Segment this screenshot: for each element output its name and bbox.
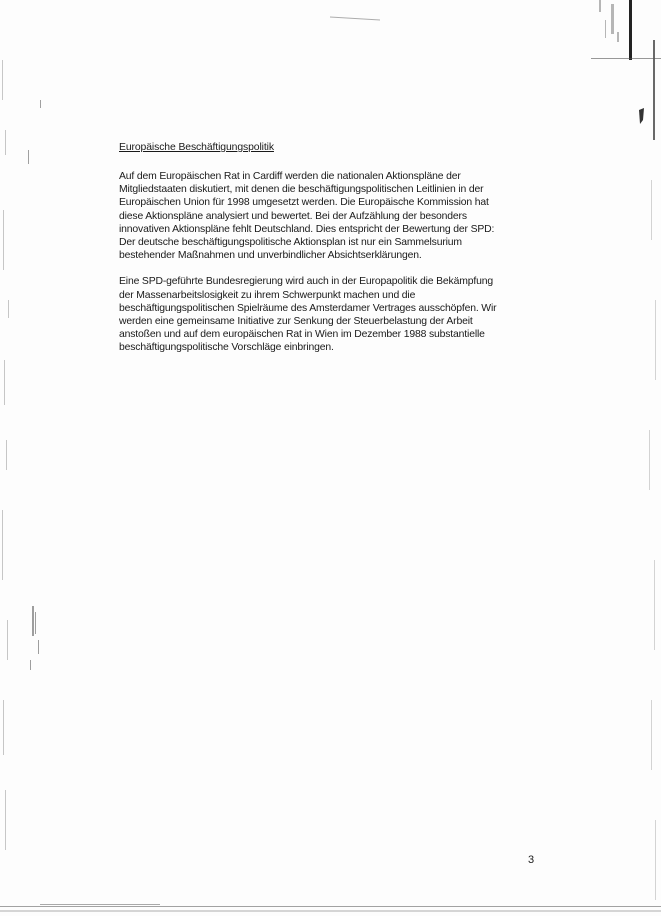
page-number: 3: [528, 854, 535, 866]
document-body: [119, 141, 549, 368]
scan-right-edge-artifact: [591, 0, 661, 916]
text-line: werden eine gemeinsame Initiative zur Senkung der Steuerbelastung der Arbeit: [119, 316, 473, 328]
text-line: der Massenarbeitslosigkeit zu ihrem Schwerpunkt machen und die: [119, 289, 416, 301]
text-line: Auf dem Europäischen Rat in Cardiff werden die nationalen Aktionspläne der: [119, 171, 461, 182]
section-heading: Europäische Beschäftigungspolitik: [119, 142, 274, 153]
text-line: beschäftigungspolitischen Spielräume des Amsterdamer Vertrages ausschöpfen. Wir: [119, 302, 497, 314]
text-line: Mitgliedstaaten diskutiert, mit denen die beschäftigungspolitischen Leitlinien in der: [119, 184, 484, 196]
scan-left-edge-artifact: [0, 0, 60, 916]
paragraph-2: [119, 275, 549, 354]
text-line: Der deutsche beschäftigungspolitische Aktionsplan ist nur ein Sammelsurium: [119, 237, 462, 249]
scan-bottom-edge-artifact: [0, 900, 661, 916]
text-line: Europäischen Union für 1998 umgesetzt werden. Die Europäische Kommission hat: [119, 197, 489, 209]
text-line: bestehender Maßnahmen und unverbindlicher Absichtserklärungen.: [119, 250, 422, 262]
paragraph-1: [119, 170, 549, 262]
text-line: Eine SPD-geführte Bundesregierung wird auch in der Europapolitik die Bekämpfung: [119, 276, 493, 288]
scan-top-streak-artifact: [330, 14, 380, 22]
text-line: innovativen Aktionspläne fehlt Deutschland. Dies entspricht der Bewertung der SPD:: [119, 223, 495, 235]
text-line: beschäftigungspolitische Vorschläge einbringen.: [119, 342, 334, 354]
text-line: anstoßen und auf dem europäischen Rat in Wien im Dezember 1988 substantielle: [119, 329, 485, 341]
text-line: diese Aktionspläne analysiert und bewertet. Bei der Aufzählung der besonders: [119, 210, 467, 222]
